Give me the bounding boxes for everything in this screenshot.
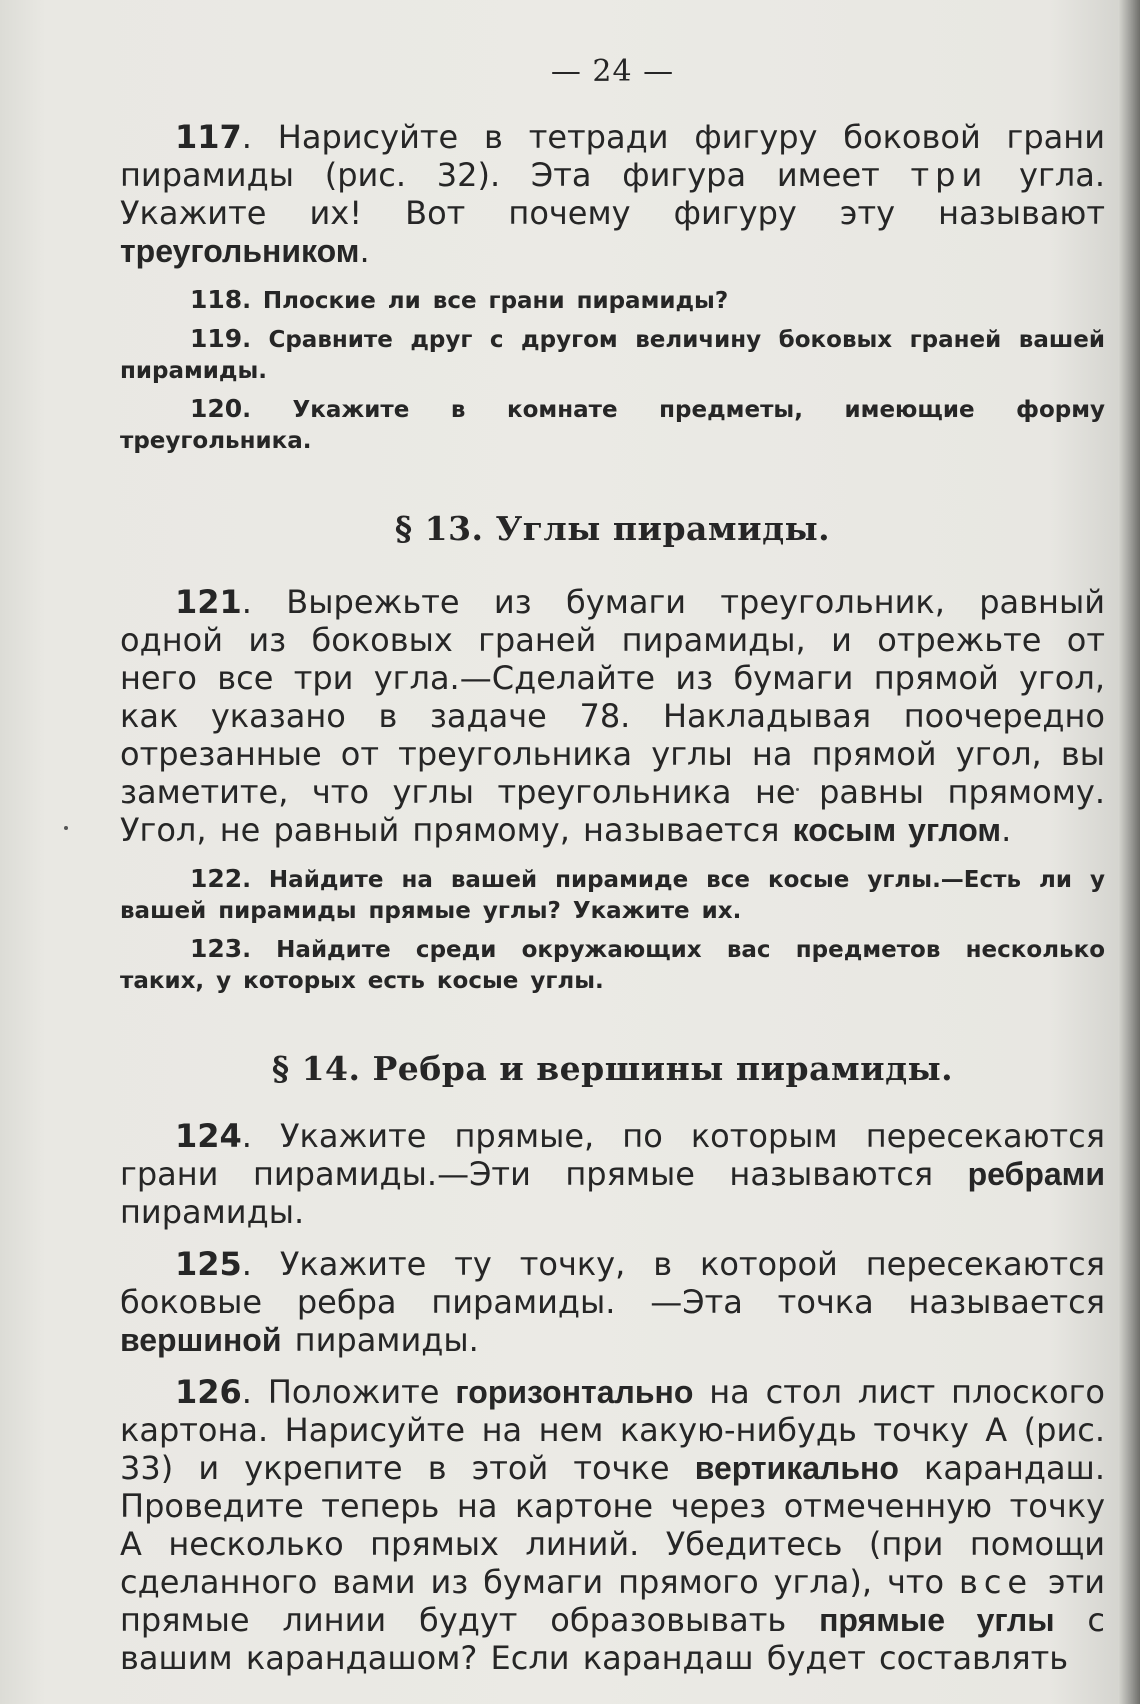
problem-number: 125 — [175, 1245, 242, 1283]
spaced-word: все — [958, 1563, 1034, 1601]
problem-text: карандаш. Проведите теперь на картоне через отмеченную точку А несколько прямых линий. Убедитесь (при помощи сделанного вами из бумаги прямого угла), что — [120, 1449, 1106, 1601]
problem-text: пирамиды. — [120, 1193, 305, 1231]
problem-text: эти прямые линии будут образовывать — [120, 1563, 1106, 1639]
problem-text: . Нарисуйте в тетради фигуру боковой грани пирамиды (рис. 32). Эта фигура имеет — [120, 118, 1105, 194]
problem-text: . Положите — [241, 1373, 456, 1411]
page-text-column — [120, 52, 1105, 1677]
problem-number: 126 — [175, 1373, 242, 1411]
term-bold: вершиной — [120, 1322, 282, 1358]
problem-number: 123 — [190, 934, 243, 963]
problem-text: . — [359, 232, 370, 270]
problem-text: . Укажите прямые, по которым пересекаются грани пирамиды.—Эти прямые называются — [120, 1117, 1105, 1193]
problem-120 — [120, 393, 1105, 457]
problem-text: . Найдите на вашей пирамиде все косые углы.—Есть ли у вашей пирамиды прямые углы? Укажите их. — [120, 867, 1105, 924]
problem-number: 122 — [190, 864, 243, 893]
problem-text: с вашим карандашом? Если карандаш будет составлять — [120, 1601, 1106, 1677]
problem-118 — [120, 284, 1105, 317]
term-bold: треугольником — [120, 233, 360, 269]
problem-text: . Найдите среди окружающих вас предметов несколько таких, у которых есть косые углы. — [120, 937, 1105, 994]
term-bold: ребрами — [967, 1156, 1105, 1192]
problem-123 — [120, 933, 1105, 997]
problem-number: 117 — [175, 118, 242, 156]
page-number: — 24 — — [550, 54, 675, 89]
term-bold: прямые углы — [819, 1602, 1055, 1638]
problem-126 — [120, 1373, 1105, 1677]
problem-text: пирамиды. — [281, 1321, 479, 1359]
problem-number: 124 — [175, 1117, 242, 1155]
problem-125 — [120, 1245, 1105, 1359]
problem-124 — [120, 1117, 1105, 1231]
problem-text: на стол лист плоского картона. Нарисуйте на нем какую-нибудь точку А (рис. 33) и укрепите в этой точке — [120, 1373, 1106, 1487]
book-spine-shadow — [1118, 0, 1140, 1704]
problem-text: . Укажите в комнате предметы, имеющие форму треугольника. — [120, 397, 1105, 454]
term-bold: вертикально — [694, 1450, 899, 1486]
problem-number: 120 — [190, 394, 243, 423]
problem-121 — [120, 583, 1105, 849]
problem-117 — [120, 118, 1105, 270]
problem-119 — [120, 323, 1105, 387]
spaced-word: три — [910, 156, 989, 194]
term-bold: косым углом — [792, 812, 1002, 848]
problem-text: . Укажите ту точку, в которой пересекаются боковые ребра пирамиды. —Эта точка называется — [120, 1245, 1105, 1321]
problem-text: . Сравните друг с другом величину боковых граней вашей пирамиды. — [120, 327, 1105, 384]
problem-text: . — [1001, 811, 1012, 849]
section-13-heading: § 13. Углы пирамиды. — [394, 509, 831, 548]
problem-text: . Плоские ли все грани пирамиды? — [242, 288, 729, 314]
term-bold: горизонтально — [455, 1374, 694, 1410]
problem-122 — [120, 863, 1105, 927]
section-14-heading: § 14. Ребра и вершины пирамиды. — [271, 1049, 954, 1088]
problem-number: 121 — [175, 583, 242, 621]
print-speck — [64, 826, 68, 830]
problem-text: угла. Укажите их! Вот почему фигуру эту называют — [120, 156, 1106, 232]
problem-number: 118 — [190, 285, 243, 314]
problem-number: 119 — [190, 324, 243, 353]
problem-text: . Вырежьте из бумаги треугольник, равный одной из боковых граней пирамиды, и отрежьте от него все три угла.—Сделайте из бумаги прямой угол, как указано в задаче 78. Накладывая поочередно отрезанные от треугольника углы на прямой угол, вы заметите, что углы треугольника не равны прямому. Угол, не равный прямому, называется — [120, 583, 1105, 849]
